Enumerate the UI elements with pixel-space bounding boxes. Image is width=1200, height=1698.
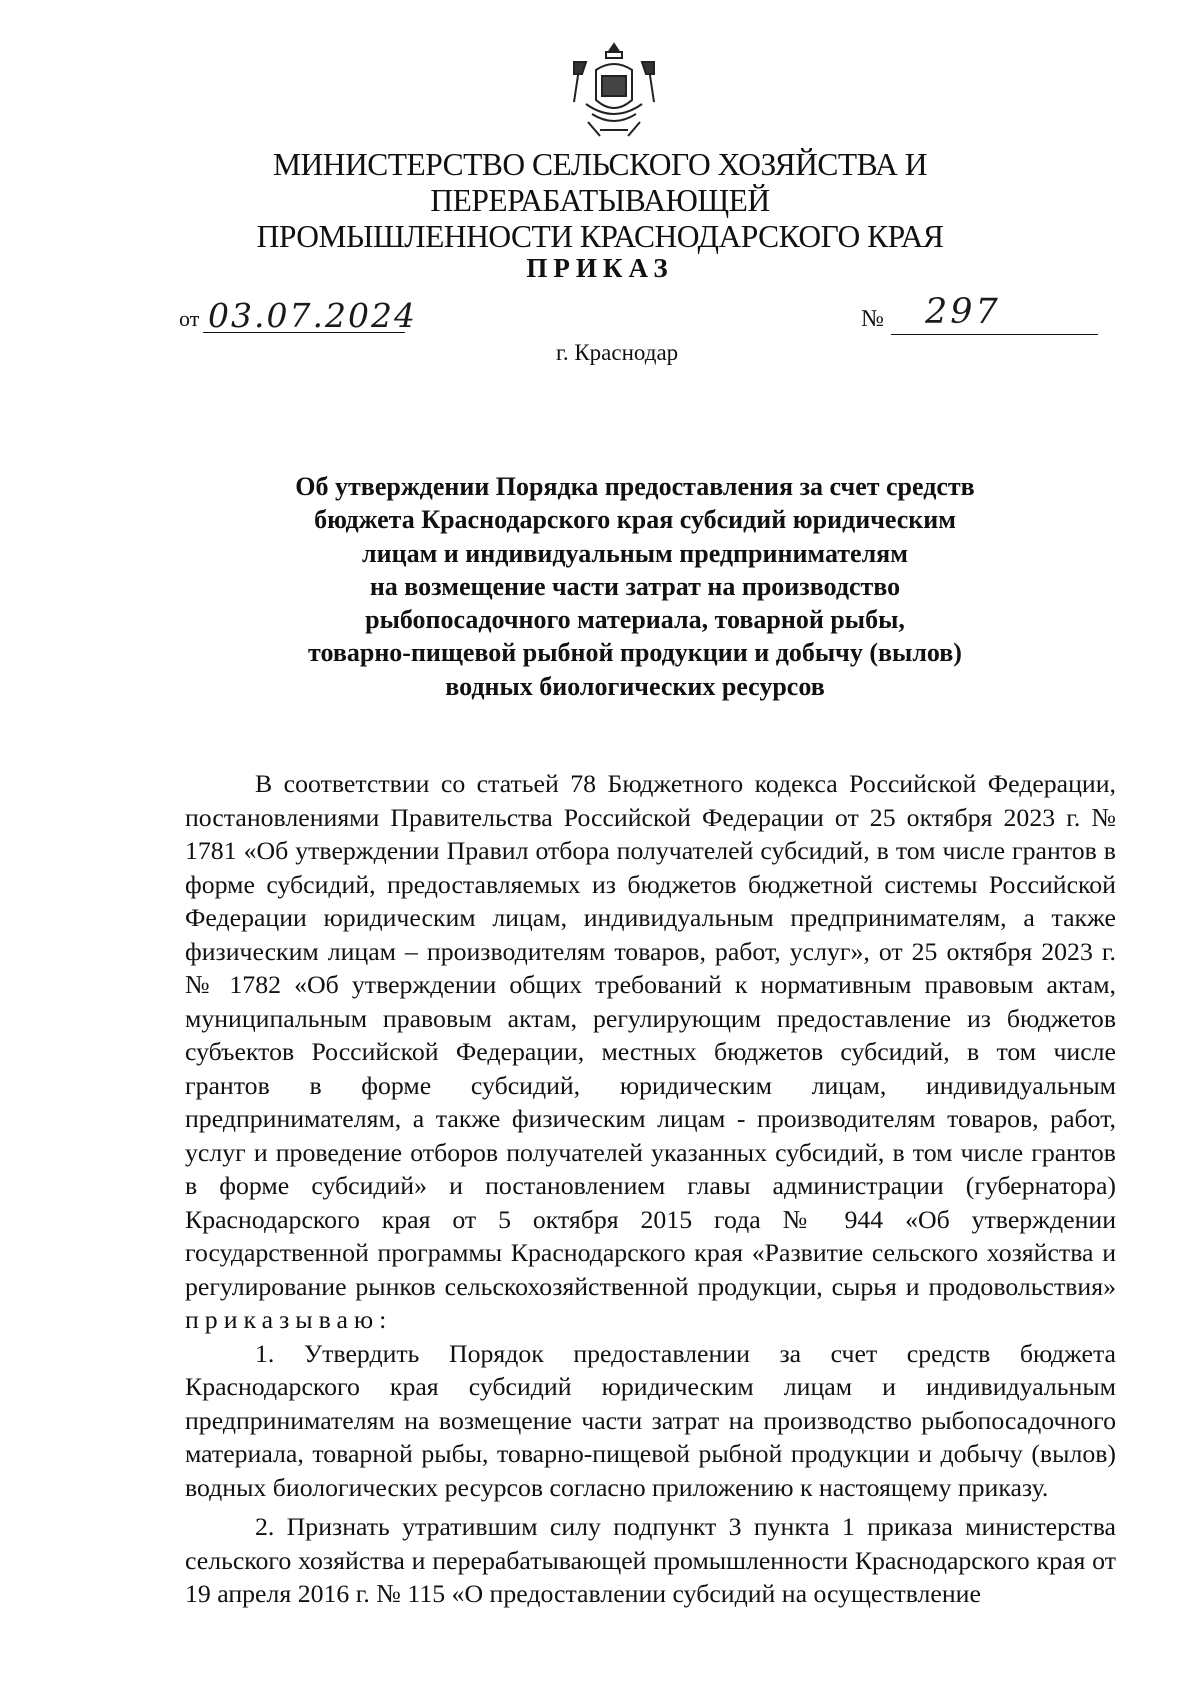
subject-line: водных биологических ресурсов	[445, 671, 825, 701]
subject-line: рыбопосадочного материала, товарной рыбы,	[365, 605, 905, 635]
date-underline	[203, 332, 405, 333]
order-word: приказываю:	[185, 1305, 393, 1334]
order-subject	[255, 470, 1015, 703]
number-prefix: №	[861, 306, 884, 332]
date-prefix: от	[179, 306, 200, 331]
preamble-paragraph	[185, 767, 1116, 1337]
ministry-name	[120, 147, 1080, 255]
subject-line: товарно-пищевой рыбной продукции и добычу (вылов)	[308, 638, 962, 668]
subject-line: Об утверждении Порядка предоставления за счет средств	[295, 472, 975, 501]
subject-line: лицам и индивидуальным предпринимателям	[362, 538, 908, 568]
preamble-text: В соответствии со статьей 78 Бюджетного кодекса Российской Федерации, постановлениями Правительства Российской Федерации от 25 октября 2023 г. № 1781 «Об утверждении Правил отбора получателей субсидий, в том числе грантов в форме субсидий, предоставляемых из бюджетов бюджетной системы Российской Федерации юридическим лицам, индивидуальным предпринимателям, а также физическим лицам – производителям товаров, работ, услуг», от 25 октября 2023 г. № 1782 «Об утверждении общих требований к нормативным правовым актам, муниципальным правовым актам, регулирующим предоставление из бюджетов субъектов Российской Федерации, местных бюджетов субсидий, в том числе грантов в форме субсидий, юридическим лицам, индивидуальным предпринимателям, а также физическим лицам - производителям товаров, работ, услуг и проведение отборов получателей указанных субсидий, в том числе грантов в форме субсидий» и постановлением главы администрации (губернатора) Краснодарского края от 5 октября 2015 года № 944 «Об утверждении государственной программы Краснодарского края «Развитие сельского хозяйства и регулирование рынков сельскохозяйственной продукции, сырья и продовольствия»	[185, 769, 1116, 1301]
city-name: г. Краснодар	[556, 340, 679, 365]
order-item-1: 1. Утвердить Порядок предоставлении за счет средств бюджета Краснодарского края субсидий юридическим лицам и индивидуальным предпринимателям на возмещение части затрат на производство рыбопосадочного материала, товарной рыбы, товарно-пищевой рыбной продукции и добычу (вылов) водных биологических ресурсов согласно приложению к настоящему приказу.	[185, 1338, 1116, 1502]
subject-line: на возмещение части затрат на производство	[369, 571, 901, 601]
handwritten-number: 297	[925, 292, 1001, 332]
order-item-2: 2. Признать утратившим силу подпункт 3 пункта 1 приказа министерства сельского хозяйства и перерабатывающей промышленности Краснодарского края от 19 апреля 2016 г. № 115 «О предоставлении субсидий на осуществление	[185, 1512, 1116, 1608]
document-type-title: ПРИКАЗ	[526, 253, 674, 283]
subject-line: бюджета Краснодарского края субсидий юридическим	[314, 505, 956, 535]
number-underline	[891, 334, 1098, 335]
ministry-name-line1: МИНИСТЕРСТВО СЕЛЬСКОГО ХОЗЯЙСТВА И ПЕРЕРАБАТЫВАЮЩЕЙ	[273, 147, 927, 218]
ministry-name-line2: ПРОМЫШЛЕННОСТИ КРАСНОДАРСКОГО КРАЯ	[256, 219, 944, 254]
order-body	[185, 767, 1116, 1611]
krasnodar-coat-of-arms-icon	[566, 40, 662, 144]
handwritten-date: 03.07.2024	[208, 296, 417, 335]
